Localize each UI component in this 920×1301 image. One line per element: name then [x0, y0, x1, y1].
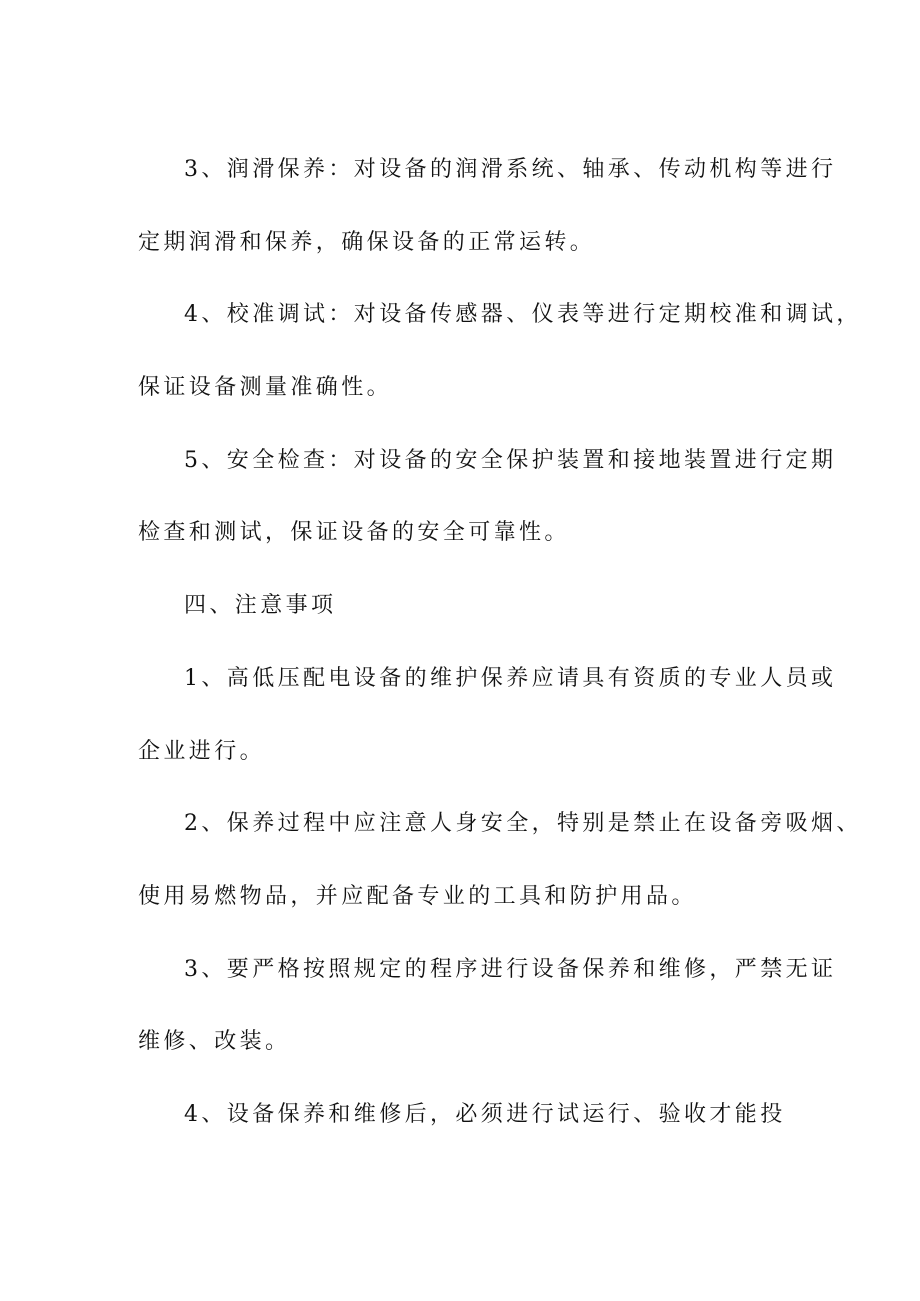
text-line: 检查和测试，保证设备的安全可靠性。 — [138, 520, 570, 546]
text-line: 4、设备保养和维修后，必须进行试运行、验收才能投 — [184, 1101, 786, 1127]
text-line: 维修、改装。 — [138, 1029, 291, 1055]
section-heading: 四、注意事项 — [184, 593, 337, 619]
text-line: 5、安全检查：对设备的安全保护装置和接地装置进行定期 — [184, 447, 837, 473]
text-line: 企业进行。 — [138, 738, 266, 764]
text-line: 4、校准调试：对设备传感器、仪表等进行定期校准和调试， — [184, 302, 862, 328]
text-line: 定期润滑和保养，确保设备的正常运转。 — [138, 229, 596, 255]
document-body — [138, 150, 862, 1168]
text-line: 2、保养过程中应注意人身安全，特别是禁止在设备旁吸烟、 — [184, 811, 862, 837]
text-line: 3、要严格按照规定的程序进行设备保养和维修，严禁无证 — [184, 956, 837, 982]
text-line: 1、高低压配电设备的维护保养应请具有资质的专业人员或 — [184, 665, 837, 691]
text-line: 3、润滑保养：对设备的润滑系统、轴承、传动机构等进行 — [184, 157, 837, 182]
text-line: 保证设备测量准确性。 — [138, 375, 393, 401]
text-line: 使用易燃物品，并应配备专业的工具和防护用品。 — [138, 883, 697, 909]
